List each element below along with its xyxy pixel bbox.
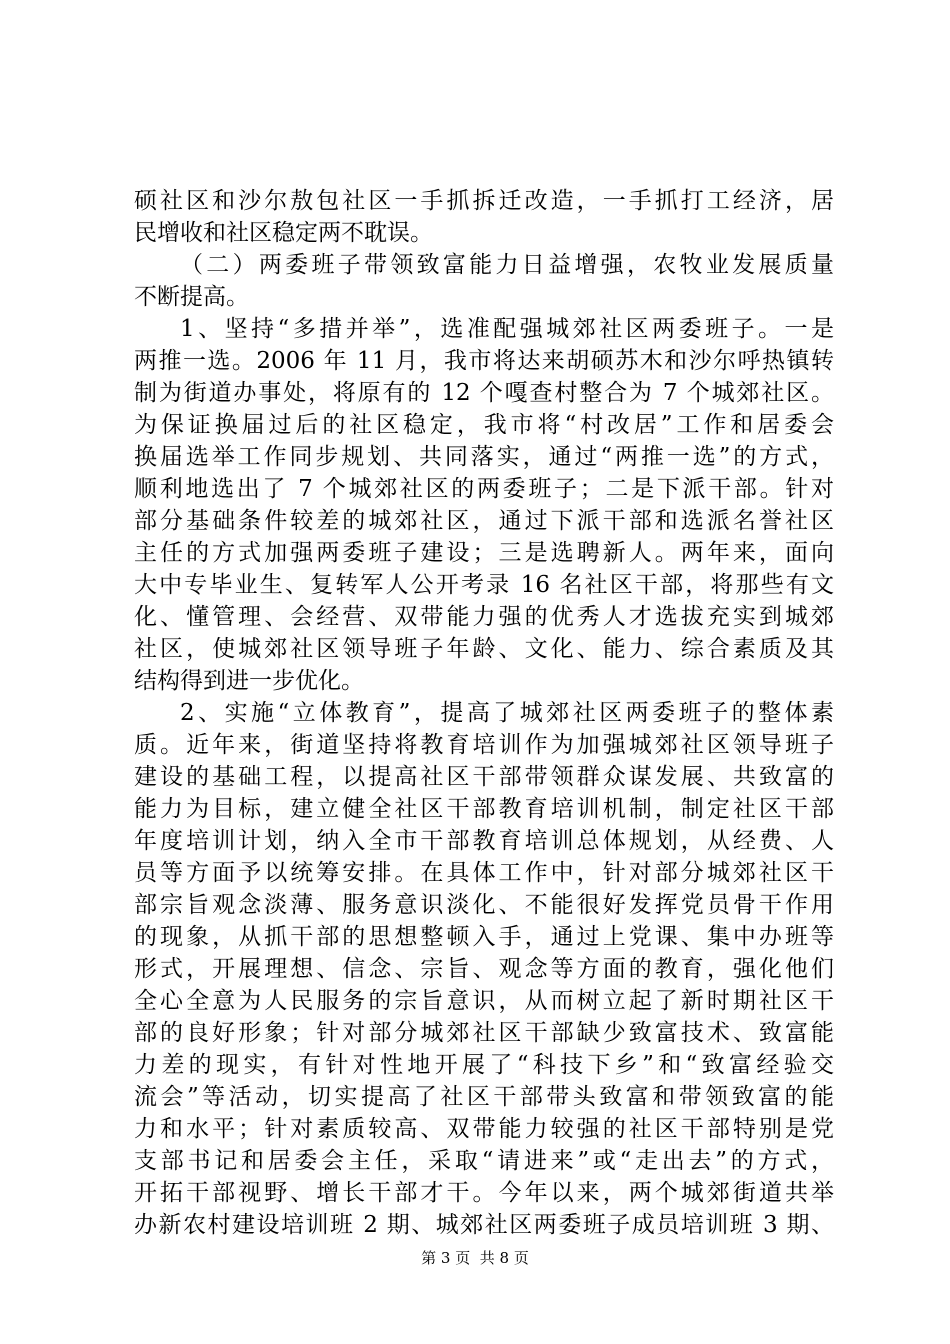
text-line: 制为街道办事处，将原有的 12 个嘎查村整合为 7 个城郊社区。 — [134, 380, 834, 406]
text-line: 质。近年来，街道坚持将教育培训作为加强城郊社区领导班子 — [134, 732, 834, 758]
text-line: 结构得到进一步优化。 — [134, 668, 364, 694]
text-line: 为保证换届过后的社区稳定，我市将“村改居”工作和居委会 — [134, 412, 834, 438]
paragraph-first-line: 1、坚持“多措并举”，选准配强城郊社区两委班子。一是 — [180, 316, 834, 342]
text-line: 办新农村建设培训班 2 期、城郊社区两委班子成员培训班 3 期、 — [134, 1212, 834, 1238]
text-line: 硕社区和沙尔敖包社区一手抓拆迁改造，一手抓打工经济，居 — [134, 188, 834, 214]
text-line: 建设的基础工程，以提高社区干部带领群众谋发展、共致富的 — [134, 764, 834, 790]
text-line: 换届选举工作同步规划、共同落实，通过“两推一选”的方式， — [134, 444, 834, 470]
page-number-footer: 第 3 页 共 8 页 — [421, 1249, 529, 1267]
text-line: 力和水平；针对素质较高、双带能力较强的社区干部特别是党 — [134, 1116, 834, 1142]
text-line: 部宗旨观念淡薄、服务意识淡化、不能很好发挥党员骨干作用 — [134, 892, 834, 918]
text-line: 开拓干部视野、增长干部才干。今年以来，两个城郊街道共举 — [134, 1180, 834, 1206]
text-line: 化、懂管理、会经营、双带能力强的优秀人才选拔充实到城郊 — [134, 604, 834, 630]
text-line: 年度培训计划，纳入全市干部教育培训总体规划，从经费、人 — [134, 828, 834, 854]
text-line: 能力为目标，建立健全社区干部教育培训机制，制定社区干部 — [134, 796, 834, 822]
text-line: 支部书记和居委会主任，采取“请进来”或“走出去”的方式， — [134, 1148, 834, 1174]
text-line: 顺利地选出了 7 个城郊社区的两委班子；二是下派干部。针对 — [134, 476, 834, 502]
text-line: 社区，使城郊社区领导班子年龄、文化、能力、综合素质及其 — [134, 636, 834, 662]
text-line: 两推一选。2006 年 11 月，我市将达来胡硕苏木和沙尔呼热镇转 — [134, 348, 834, 374]
text-line: 力差的现实，有针对性地开展了“科技下乡”和“致富经验交 — [134, 1052, 834, 1078]
section-heading-line: （二）两委班子带领致富能力日益增强，农牧业发展质量 — [180, 252, 834, 278]
text-line: 流会”等活动，切实提高了社区干部带头致富和带领致富的能 — [134, 1084, 834, 1110]
text-line: 大中专毕业生、复转军人公开考录 16 名社区干部，将那些有文 — [134, 572, 834, 598]
text-line: 的现象，从抓干部的思想整顿入手，通过上党课、集中办班等 — [134, 924, 834, 950]
text-line: 部的良好形象；针对部分城郊社区干部缺少致富技术、致富能 — [134, 1020, 834, 1046]
text-line: 主任的方式加强两委班子建设；三是选聘新人。两年来，面向 — [134, 540, 834, 566]
text-line: 形式，开展理想、信念、宗旨、观念等方面的教育，强化他们 — [134, 956, 834, 982]
text-line: 民增收和社区稳定两不耽误。 — [134, 220, 433, 246]
text-line: 部分基础条件较差的城郊社区，通过下派干部和选派名誉社区 — [134, 508, 834, 534]
section-heading-line: 不断提高。 — [134, 284, 249, 310]
paragraph-first-line: 2、实施“立体教育”，提高了城郊社区两委班子的整体素 — [180, 700, 834, 726]
text-line: 员等方面予以统筹安排。在具体工作中，针对部分城郊社区干 — [134, 860, 834, 886]
text-line: 全心全意为人民服务的宗旨意识，从而树立起了新时期社区干 — [134, 988, 834, 1014]
